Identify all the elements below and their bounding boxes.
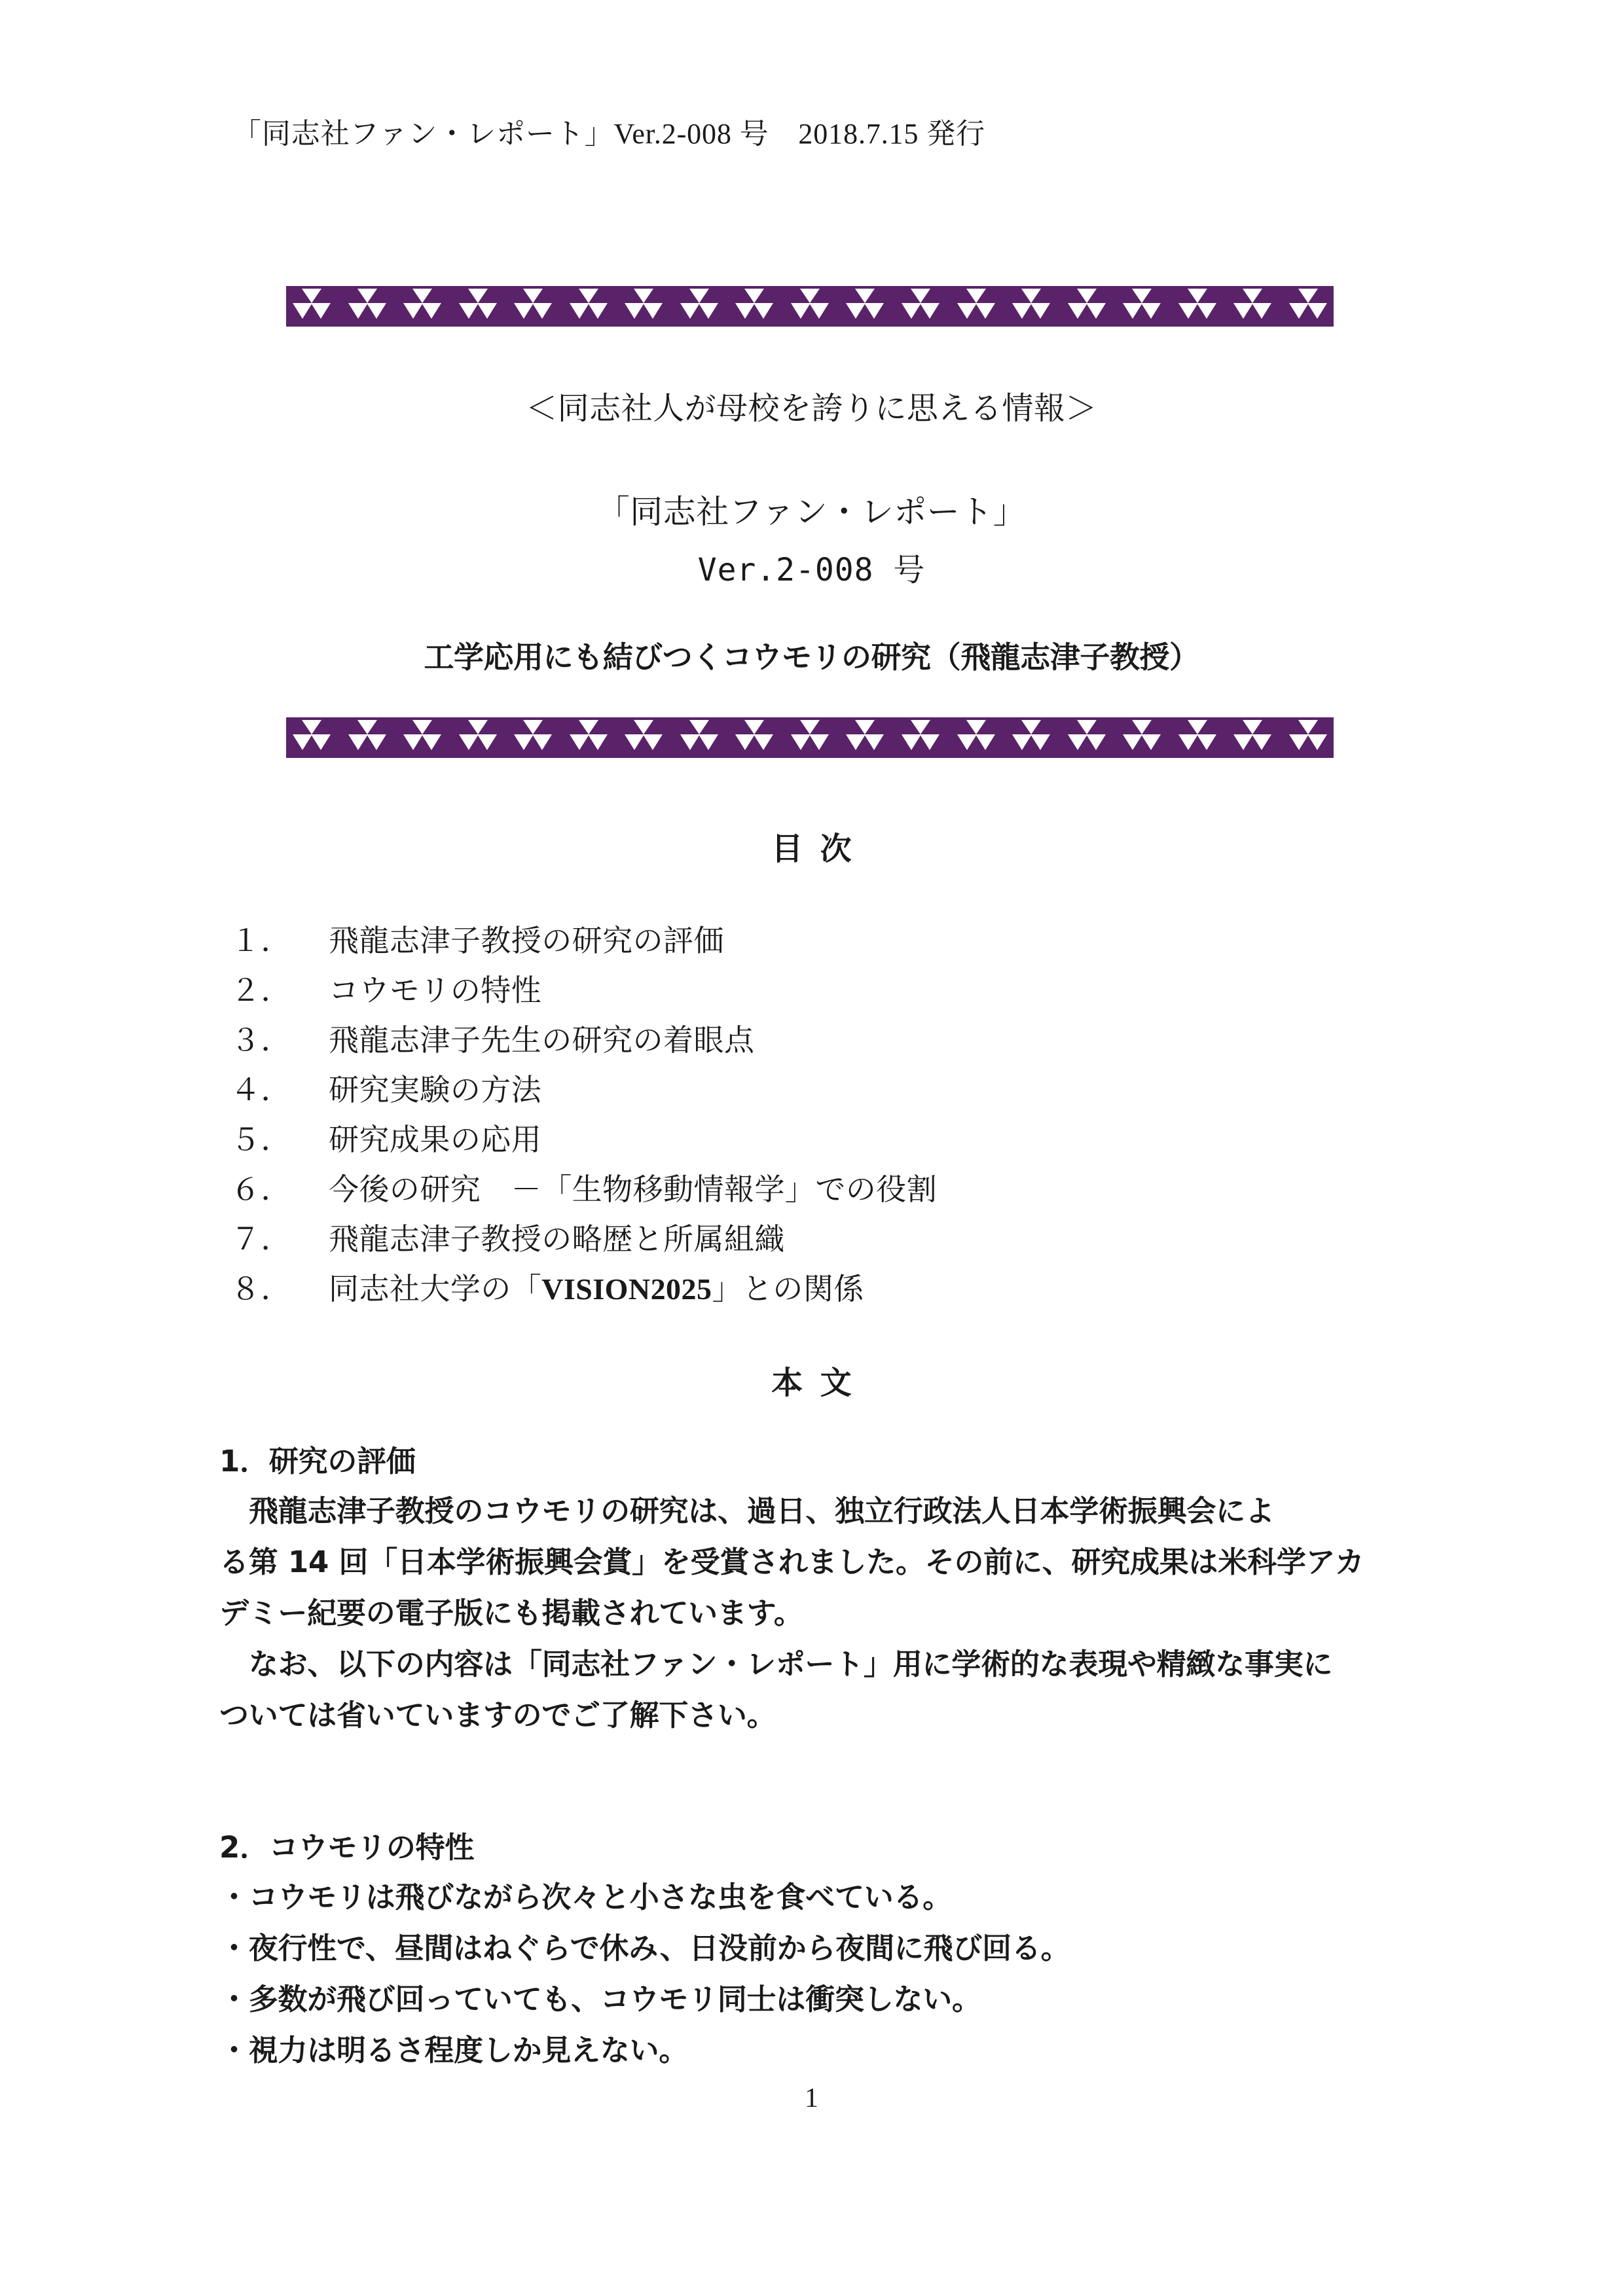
triangle-icon xyxy=(976,303,995,319)
triangle-cluster-icon xyxy=(348,720,386,755)
triangle-cluster-icon xyxy=(957,289,995,324)
triangle-icon xyxy=(920,303,939,319)
triangle-icon xyxy=(523,289,543,303)
triangle-icon xyxy=(846,303,866,319)
ornament-bar-bottom xyxy=(286,717,1334,758)
triangle-icon xyxy=(735,303,755,319)
triangle-cluster-icon xyxy=(293,720,331,755)
triangle-cluster-icon xyxy=(514,720,552,755)
triangle-icon xyxy=(302,289,321,303)
triangle-icon xyxy=(976,734,995,750)
body-section-1 xyxy=(219,1437,1417,1741)
triangle-icon xyxy=(1298,289,1318,303)
section1-para2-line2: ついては省いていますのでご了解下さい。 xyxy=(219,1698,776,1732)
toc-item[interactable] xyxy=(230,966,1409,1016)
triangle-icon xyxy=(809,734,829,750)
triangle-icon xyxy=(846,734,866,750)
toc-item-label-suffix: 」との関係 xyxy=(712,1272,864,1306)
triangle-icon xyxy=(643,734,663,750)
ornament-motif-row xyxy=(286,717,1334,758)
triangle-icon xyxy=(800,289,820,303)
triangle-icon xyxy=(1086,303,1106,319)
triangle-icon xyxy=(864,734,884,750)
triangle-icon xyxy=(357,720,377,734)
triangle-icon xyxy=(735,734,755,750)
triangle-cluster-icon xyxy=(403,720,441,755)
triangle-icon xyxy=(855,289,875,303)
triangle-icon xyxy=(514,734,534,750)
page-number: 1 xyxy=(805,2083,818,2113)
triangle-icon xyxy=(367,303,386,319)
section2-bullet-3: ・多数が飛び回っていても、コウモリ同士は衝突しない。 xyxy=(219,1982,981,2017)
triangle-icon xyxy=(634,720,653,734)
triangle-icon xyxy=(412,720,432,734)
section1-para1-line1: 飛龍志津子教授のコウモリの研究は、過日、独立行政法人日本学術振興会によ xyxy=(249,1494,1275,1528)
triangle-icon xyxy=(532,303,552,319)
triangle-icon xyxy=(532,734,552,750)
triangle-icon xyxy=(902,734,921,750)
triangle-icon xyxy=(1077,289,1097,303)
triangle-cluster-icon xyxy=(680,720,718,755)
triangle-cluster-icon xyxy=(1012,289,1050,324)
triangle-cluster-icon xyxy=(570,289,608,324)
triangle-icon xyxy=(1141,734,1161,750)
triangle-icon xyxy=(1307,734,1327,750)
triangle-icon xyxy=(625,734,644,750)
triangle-icon xyxy=(514,303,534,319)
triangle-cluster-icon xyxy=(570,720,608,755)
triangle-cluster-icon xyxy=(1289,720,1327,755)
body-heading: 本文 xyxy=(771,1365,869,1401)
triangle-cluster-icon xyxy=(625,289,663,324)
body-section-2 xyxy=(219,1823,1417,2076)
table-of-contents xyxy=(230,916,1409,1314)
triangle-icon xyxy=(1289,303,1309,319)
triangle-icon xyxy=(477,303,497,319)
triangle-icon xyxy=(911,289,930,303)
ornament-motif-row xyxy=(286,286,1334,327)
triangle-icon xyxy=(1012,303,1032,319)
triangle-cluster-icon xyxy=(459,289,497,324)
triangle-icon xyxy=(1030,303,1050,319)
triangle-icon xyxy=(902,303,921,319)
triangle-icon xyxy=(1021,720,1041,734)
triangle-cluster-icon xyxy=(459,720,497,755)
section1-heading: 1．研究の評価 xyxy=(219,1444,416,1479)
section2-heading: 2．コウモリの特性 xyxy=(219,1830,475,1865)
triangle-icon xyxy=(468,720,488,734)
triangle-icon xyxy=(1178,303,1198,319)
toc-item-label: 飛龍志津子教授の略歴と所属組織 xyxy=(329,1223,785,1256)
triangle-cluster-icon xyxy=(1123,720,1161,755)
toc-item-number: ７． xyxy=(230,1223,291,1256)
triangle-icon xyxy=(680,303,700,319)
triangle-cluster-icon xyxy=(1233,289,1271,324)
triangle-icon xyxy=(643,303,663,319)
triangle-icon xyxy=(791,734,811,750)
toc-item-label: 飛龍志津子先生の研究の着眼点 xyxy=(329,1024,755,1057)
toc-item-label-prefix: 同志社大学の「 xyxy=(329,1272,542,1306)
triangle-icon xyxy=(403,734,423,750)
triangle-icon xyxy=(855,720,875,734)
triangle-icon xyxy=(1252,734,1271,750)
document-header-line: 「同志社ファン・レポート」Ver.2-008 号 2018.7.15 発行 xyxy=(232,118,985,150)
triangle-icon xyxy=(1030,734,1050,750)
section1-para1-line2: る第 14 回「日本学術振興会賞」を受賞されました。その前に、研究成果は米科学アカ xyxy=(219,1545,1364,1579)
triangle-cluster-icon xyxy=(1068,289,1106,324)
triangle-cluster-icon xyxy=(735,720,773,755)
triangle-icon xyxy=(579,720,598,734)
triangle-icon xyxy=(523,720,543,734)
triangle-icon xyxy=(1188,720,1207,734)
section2-bullet-1: ・コウモリは飛びながら次々と小さな虫を食べている。 xyxy=(219,1880,953,1914)
triangle-icon xyxy=(1021,289,1041,303)
toc-item-number: ２． xyxy=(230,974,291,1007)
triangle-icon xyxy=(293,303,312,319)
triangle-cluster-icon xyxy=(625,720,663,755)
triangle-cluster-icon xyxy=(1233,720,1271,755)
triangle-icon xyxy=(422,303,441,319)
triangle-icon xyxy=(1012,734,1032,750)
triangle-icon xyxy=(412,289,432,303)
section1-para1-line3: デミー紀要の電子版にも掲載されています。 xyxy=(219,1596,803,1630)
triangle-icon xyxy=(570,303,589,319)
triangle-icon xyxy=(422,734,441,750)
toc-heading: 目次 xyxy=(771,831,869,867)
triangle-icon xyxy=(348,734,368,750)
triangle-icon xyxy=(357,289,377,303)
triangle-icon xyxy=(1077,720,1097,734)
triangle-icon xyxy=(1233,303,1253,319)
triangle-icon xyxy=(1123,734,1142,750)
triangle-icon xyxy=(864,303,884,319)
triangle-icon xyxy=(1233,734,1253,750)
triangle-icon xyxy=(579,289,598,303)
triangle-icon xyxy=(588,303,608,319)
toc-item-number: １． xyxy=(230,924,291,958)
triangle-cluster-icon xyxy=(791,289,829,324)
triangle-icon xyxy=(1188,289,1207,303)
triangle-icon xyxy=(468,289,488,303)
triangle-cluster-icon xyxy=(1289,289,1327,324)
triangle-icon xyxy=(459,303,479,319)
triangle-cluster-icon xyxy=(846,289,884,324)
triangle-icon xyxy=(966,720,986,734)
triangle-icon xyxy=(1178,734,1198,750)
triangle-icon xyxy=(1243,720,1262,734)
triangle-icon xyxy=(1307,303,1327,319)
triangle-icon xyxy=(957,734,977,750)
toc-item-label: 研究実験の方法 xyxy=(329,1073,542,1107)
triangle-icon xyxy=(911,720,930,734)
toc-item-label: 研究成果の応用 xyxy=(329,1123,542,1157)
toc-item-number: ５． xyxy=(230,1123,291,1157)
toc-item[interactable] xyxy=(230,1265,1409,1314)
triangle-cluster-icon xyxy=(1178,289,1216,324)
toc-item[interactable] xyxy=(230,1165,1409,1215)
section1-para2-line1: なお、以下の内容は「同志社ファン・レポート」用に学術的な表現や精緻な事実に xyxy=(249,1647,1333,1681)
triangle-icon xyxy=(1243,289,1262,303)
toc-item-number: ３． xyxy=(230,1024,291,1057)
triangle-icon xyxy=(1289,734,1309,750)
triangle-icon xyxy=(699,734,718,750)
triangle-icon xyxy=(754,734,773,750)
triangle-icon xyxy=(754,303,773,319)
triangle-icon xyxy=(1068,303,1087,319)
triangle-icon xyxy=(1197,734,1216,750)
triangle-icon xyxy=(367,734,386,750)
triangle-icon xyxy=(966,289,986,303)
triangle-cluster-icon xyxy=(1178,720,1216,755)
triangle-icon xyxy=(699,303,718,319)
toc-item[interactable] xyxy=(230,1115,1409,1165)
report-version: Ver.2-008 号 xyxy=(697,552,926,588)
triangle-icon xyxy=(1298,720,1318,734)
toc-item-vision-label: VISION2025 xyxy=(541,1272,712,1306)
triangle-icon xyxy=(744,720,764,734)
toc-item-label: コウモリの特性 xyxy=(329,974,542,1007)
toc-item[interactable] xyxy=(230,1066,1409,1115)
tagline: ＜同志社人が母校を誇りに思える情報＞ xyxy=(526,391,1097,426)
report-name: 「同志社ファン・レポート」 xyxy=(596,493,1027,530)
triangle-icon xyxy=(800,720,820,734)
triangle-icon xyxy=(809,303,829,319)
triangle-cluster-icon xyxy=(846,720,884,755)
triangle-cluster-icon xyxy=(957,720,995,755)
triangle-cluster-icon xyxy=(902,289,939,324)
triangle-icon xyxy=(1086,734,1106,750)
triangle-cluster-icon xyxy=(791,720,829,755)
triangle-cluster-icon xyxy=(680,289,718,324)
triangle-icon xyxy=(1141,303,1161,319)
ornament-bar-top xyxy=(286,286,1334,327)
section2-bullet-4: ・視力は明るさ程度しか見えない。 xyxy=(219,2033,689,2068)
toc-item-label: 今後の研究 －「生物移動情報学」での役割 xyxy=(329,1173,938,1206)
triangle-cluster-icon xyxy=(1068,720,1106,755)
report-subject-title: 工学応用にも結びつくコウモリの研究（飛龍志津子教授） xyxy=(424,639,1199,675)
toc-item-label xyxy=(329,1265,864,1314)
triangle-icon xyxy=(459,734,479,750)
triangle-cluster-icon xyxy=(514,289,552,324)
section2-bullet-2: ・夜行性で、昼間はねぐらで休み、日没前から夜間に飛び回る。 xyxy=(219,1931,1070,1965)
triangle-icon xyxy=(1197,303,1216,319)
triangle-cluster-icon xyxy=(348,289,386,324)
triangle-cluster-icon xyxy=(293,289,331,324)
toc-item-number: ４． xyxy=(230,1073,291,1107)
triangle-icon xyxy=(293,734,312,750)
triangle-icon xyxy=(957,303,977,319)
triangle-icon xyxy=(588,734,608,750)
triangle-icon xyxy=(791,303,811,319)
triangle-icon xyxy=(403,303,423,319)
triangle-icon xyxy=(1068,734,1087,750)
toc-item-number: ６． xyxy=(230,1173,291,1206)
toc-item-label: 飛龍志津子教授の研究の評価 xyxy=(329,924,724,958)
triangle-icon xyxy=(680,734,700,750)
triangle-cluster-icon xyxy=(902,720,939,755)
triangle-icon xyxy=(311,303,331,319)
triangle-icon xyxy=(1123,303,1142,319)
triangle-icon xyxy=(744,289,764,303)
toc-item[interactable] xyxy=(230,1215,1409,1265)
triangle-icon xyxy=(311,734,331,750)
triangle-cluster-icon xyxy=(1123,289,1161,324)
triangle-icon xyxy=(689,720,709,734)
triangle-icon xyxy=(477,734,497,750)
toc-item-number: ８． xyxy=(230,1272,291,1306)
triangle-cluster-icon xyxy=(1012,720,1050,755)
triangle-icon xyxy=(348,303,368,319)
triangle-icon xyxy=(302,720,321,734)
triangle-icon xyxy=(570,734,589,750)
triangle-icon xyxy=(634,289,653,303)
triangle-cluster-icon xyxy=(403,289,441,324)
triangle-icon xyxy=(625,303,644,319)
triangle-icon xyxy=(1252,303,1271,319)
triangle-icon xyxy=(920,734,939,750)
toc-item[interactable] xyxy=(230,916,1409,966)
triangle-icon xyxy=(1132,289,1152,303)
triangle-cluster-icon xyxy=(735,289,773,324)
triangle-icon xyxy=(1132,720,1152,734)
toc-item[interactable] xyxy=(230,1016,1409,1066)
triangle-icon xyxy=(689,289,709,303)
